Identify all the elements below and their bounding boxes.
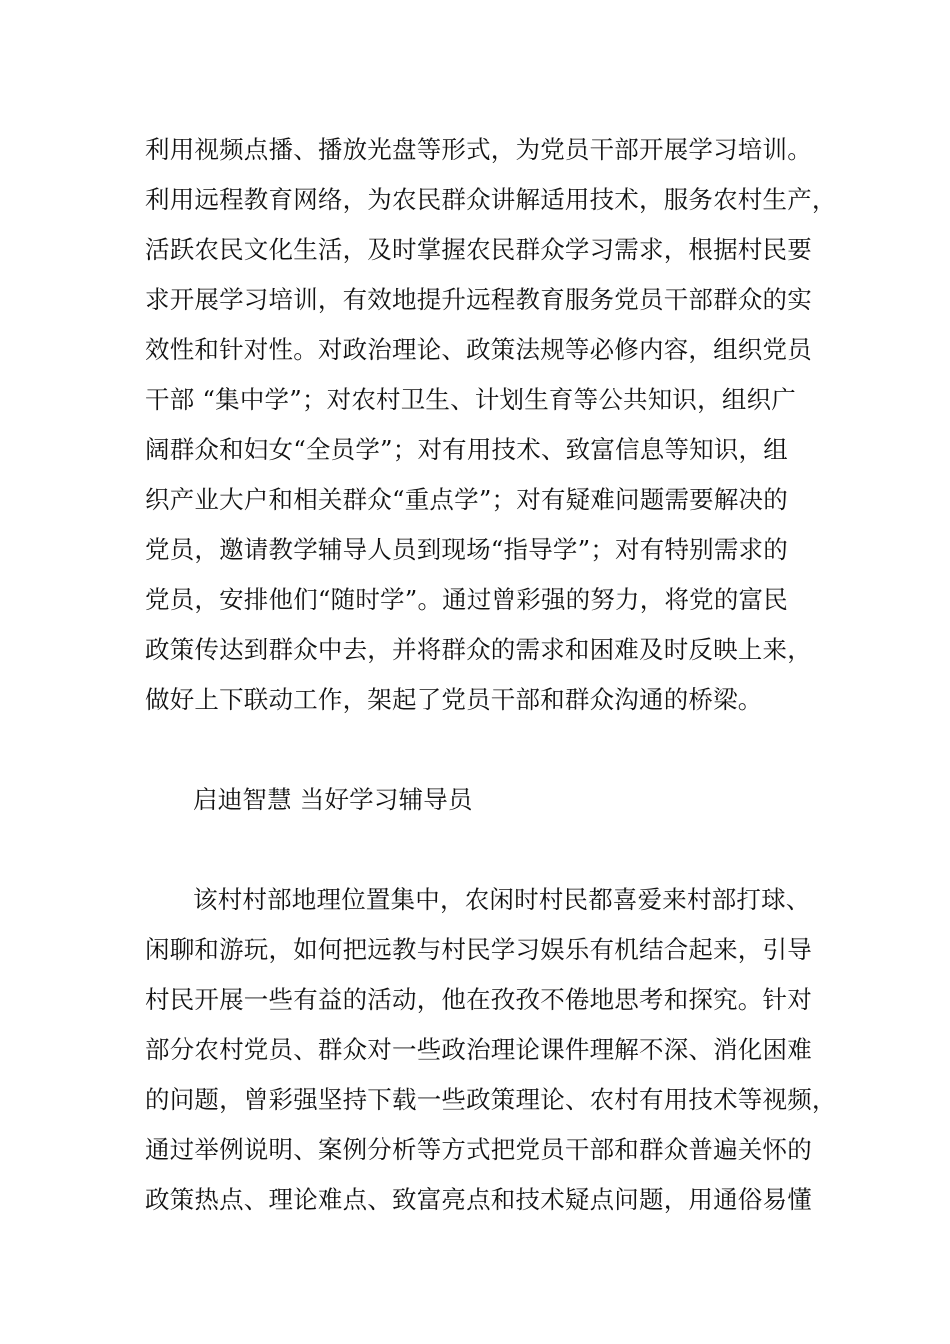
paragraph-line: 通过举例说明、案例分析等方式把党员干部和群众普遍关怀的 bbox=[145, 1135, 812, 1164]
paragraph-line: 效性和针对性。对政治理论、政策法规等必修内容，组织党员 bbox=[145, 335, 812, 364]
paragraph-line: 利用远程教育网络，为农民群众讲解适用技术，服务农村生产， bbox=[145, 185, 837, 214]
paragraph-line: 村民开展一些有益的活动，他在孜孜不倦地思考和探究。针对 bbox=[145, 985, 812, 1014]
paragraph-line: 织产业大户和相关群众“重点学”；对有疑难问题需要解决的 bbox=[145, 485, 788, 514]
paragraph-line: 的问题，曾彩强坚持下载一些政策理论、农村有用技术等视频， bbox=[145, 1085, 837, 1114]
paragraph-line: 党员，邀请教学辅导人员到现场“指导学”；对有特别需求的 bbox=[145, 535, 788, 564]
paragraph-line: 利用视频点播、播放光盘等形式，为党员干部开展学习培训。 bbox=[145, 135, 812, 164]
paragraph-line: 活跃农民文化生活，及时掌握农民群众学习需求，根据村民要 bbox=[145, 235, 812, 264]
section-heading: 启迪智慧 当好学习辅导员 bbox=[193, 785, 473, 814]
paragraph-line: 政策热点、理论难点、致富亮点和技术疑点问题，用通俗易懂 bbox=[145, 1185, 812, 1214]
paragraph-line: 干部 “集中学”；对农村卫生、计划生育等公共知识，组织广 bbox=[145, 385, 796, 414]
paragraph-line: 部分农村党员、群众对一些政治理论课件理解不深、消化困难 bbox=[145, 1035, 812, 1064]
paragraph-line: 党员，安排他们“随时学”。通过曾彩强的努力，将党的富民 bbox=[145, 585, 788, 614]
paragraph-line: 阔群众和妇女“全员学”；对有用技术、致富信息等知识，组 bbox=[145, 435, 788, 464]
paragraph-line: 做好上下联动工作，架起了党员干部和群众沟通的桥梁。 bbox=[145, 685, 763, 714]
paragraph-line: 求开展学习培训，有效地提升远程教育服务党员干部群众的实 bbox=[145, 285, 812, 314]
paragraph-line: 政策传达到群众中去，并将群众的需求和困难及时反映上来， bbox=[145, 635, 812, 664]
paragraph-line: 闲聊和游玩，如何把远教与村民学习娱乐有机结合起来，引导 bbox=[145, 935, 812, 964]
paragraph-line: 该村村部地理位置集中，农闲时村民都喜爱来村部打球、 bbox=[193, 885, 811, 914]
